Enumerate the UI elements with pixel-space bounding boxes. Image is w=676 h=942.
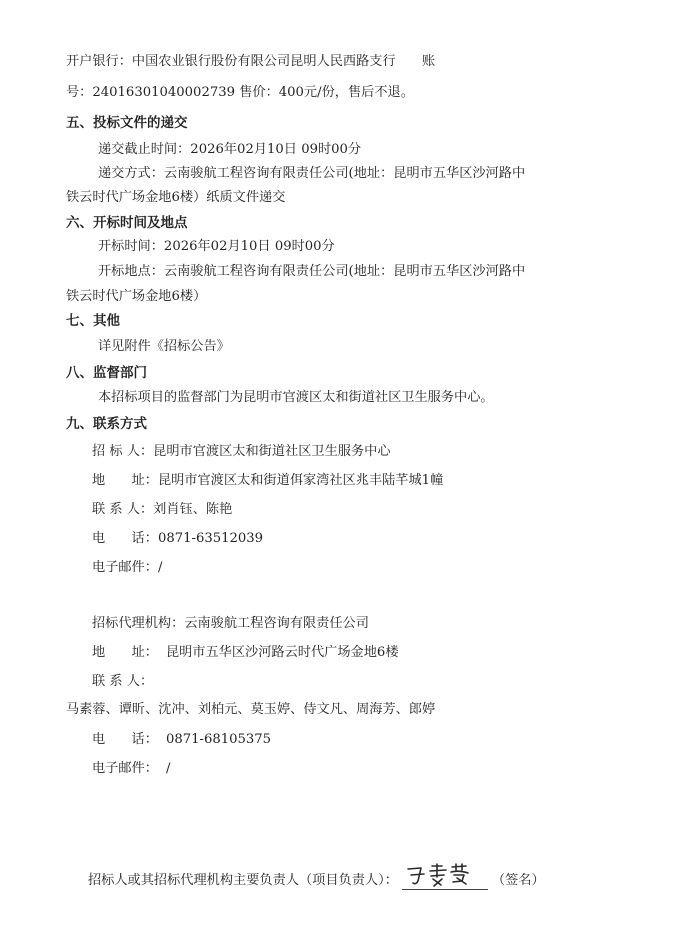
agency-phone-label: 电 话：: [92, 732, 158, 747]
submission-method-cont: 铁云时代广场金地6楼）纸质文件递交: [66, 190, 286, 205]
tenderer-contact-row: [92, 501, 232, 519]
agency-address-label: 地 址：: [92, 645, 158, 660]
tenderer-email-label: 电子邮件：: [92, 560, 158, 575]
tenderer-address-row: [92, 472, 443, 490]
agency-contact-label: 联 系 人：: [92, 674, 154, 689]
tenderer-email-row: [92, 559, 162, 577]
handwritten-signature: [404, 861, 486, 889]
tenderer-name-row: [92, 443, 391, 461]
signature-row: [88, 872, 545, 890]
bank-info-line: 开户银行：中国农业银行股份有限公司昆明人民西路支行 账: [66, 54, 436, 69]
tenderer-phone-label: 电 话：: [92, 531, 158, 546]
supervision-text: 本招标项目的监督部门为昆明市官渡区太和街道社区卫生服务中心。: [98, 390, 494, 405]
agency-phone: 0871-68105375: [165, 732, 272, 747]
tenderer-name: 昆明市官渡区太和街道社区卫生服务中心: [153, 444, 391, 459]
signature-label: 招标人或其招标代理机构主要负责人（项目负责人）：: [88, 873, 398, 888]
agency-email-row: [92, 760, 170, 778]
submission-method: 递交方式：云南骏航工程咨询有限责任公司(地址：昆明市五华区沙河路中: [98, 166, 526, 181]
agency-address-row: [92, 644, 399, 662]
section-6-heading: 六、开标时间及地点: [66, 215, 188, 231]
tenderer-contact: 刘肖钰、陈艳: [153, 502, 233, 517]
agency-name-row: [92, 615, 369, 633]
opening-place-cont: 铁云时代广场金地6楼）: [66, 289, 207, 304]
see-attachment: 详见附件《招标公告》: [98, 339, 230, 354]
section-8-heading: 八、监督部门: [66, 365, 147, 381]
account-price-line: 号：24016301040002739 售价：400元/份，售后不退。: [66, 85, 414, 100]
tenderer-email: /: [157, 560, 163, 575]
agency-email: /: [165, 761, 171, 776]
agency-contact-label-row: [92, 673, 153, 691]
agency-phone-row: [92, 731, 271, 749]
agency-contacts: 马素蓉、谭昕、沈冲、刘柏元、莫玉婷、侍文凡、周海芳、郎婷: [66, 702, 436, 717]
tenderer-phone: 0871-63512039: [157, 531, 264, 546]
agency-name-label: 招标代理机构：: [92, 616, 185, 631]
signature-suffix: （签名）: [491, 873, 545, 888]
tenderer-contact-label: 联 系 人：: [92, 502, 154, 517]
section-7-heading: 七、其他: [66, 313, 120, 329]
submission-deadline: 递交截止时间：2026年02月10日 09时00分: [98, 142, 362, 157]
agency-email-label: 电子邮件：: [92, 761, 158, 776]
tenderer-address: 昆明市官渡区太和街道佴家湾社区兆丰陆芊城1幢: [157, 473, 444, 488]
opening-place: 开标地点：云南骏航工程咨询有限责任公司(地址：昆明市五华区沙河路中: [98, 264, 526, 279]
section-9-heading: 九、联系方式: [66, 416, 147, 432]
signature-line: [402, 873, 488, 890]
tenderer-address-label: 地 址：: [92, 473, 158, 488]
opening-time: 开标时间：2026年02月10日 09时00分: [98, 239, 335, 254]
agency-address: 昆明市五华区沙河路云时代广场金地6楼: [165, 645, 399, 660]
section-5-heading: 五、投标文件的递交: [66, 115, 188, 131]
agency-name: 云南骏航工程咨询有限责任公司: [184, 616, 369, 631]
tenderer-phone-row: [92, 530, 263, 548]
tenderer-name-label: 招 标 人：: [92, 444, 154, 459]
